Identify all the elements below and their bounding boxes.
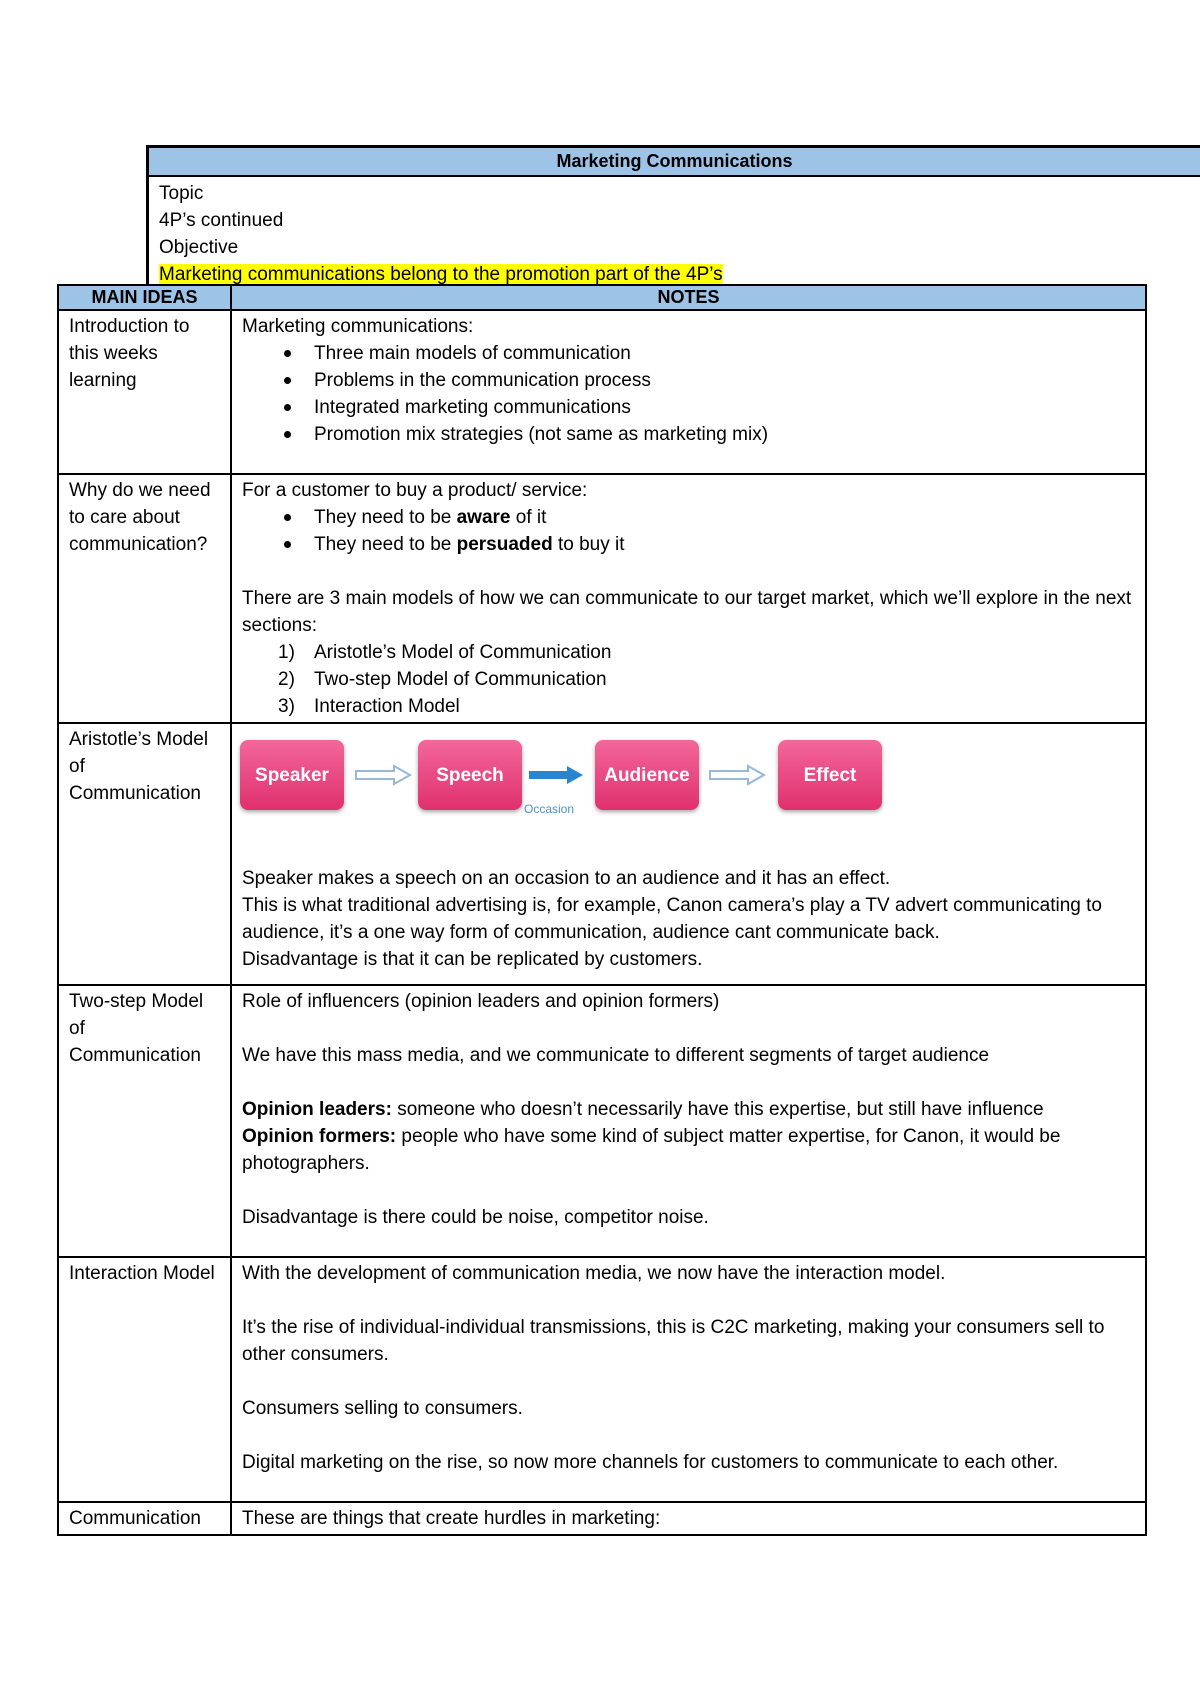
outline-arrow-icon — [354, 764, 414, 786]
main-idea-cell: Communication — [58, 1502, 231, 1535]
audience-box: Audience — [595, 740, 699, 810]
notes-intro: For a customer to buy a product/ service: — [242, 480, 588, 501]
col-main-ideas: MAIN IDEAS — [58, 285, 231, 310]
notes-cell — [231, 985, 1146, 1257]
numbered-list — [242, 639, 1135, 720]
main-idea-cell: Why do we need to care about communication? — [58, 474, 231, 723]
notes-line: Role of influencers (opinion leaders and opinion formers) — [242, 991, 720, 1012]
col-notes: NOTES — [231, 285, 1146, 310]
notes-cell — [231, 474, 1146, 723]
table-row — [58, 310, 1146, 474]
notes-cell — [231, 310, 1146, 474]
table-header-row — [58, 285, 1146, 310]
document-header — [146, 145, 1200, 288]
table-row — [58, 723, 1146, 985]
bullet-list — [242, 504, 1135, 558]
speech-box: Speech — [418, 740, 522, 810]
list-item: Promotion mix strategies (not same as marketing mix) — [282, 421, 1135, 448]
main-idea-cell: Aristotle’s Model of Communication — [58, 723, 231, 985]
main-idea-cell: Two-step Model of Communication — [58, 985, 231, 1257]
outline-arrow-icon — [708, 764, 768, 786]
table-row — [58, 474, 1146, 723]
document-title: Marketing Communications — [149, 148, 1200, 177]
notes-line: Consumers selling to consumers. — [242, 1398, 523, 1419]
notes-line: We have this mass media, and we communicate to different segments of target audience — [242, 1045, 990, 1066]
solid-arrow-icon — [527, 764, 587, 786]
objective-value: Marketing communications belong to the promotion part of the 4P’s — [159, 264, 723, 285]
list-item: Problems in the communication process — [282, 367, 1135, 394]
objective-label: Objective — [159, 237, 239, 258]
notes-line: Disadvantage is that it can be replicated by customers. — [242, 949, 703, 970]
list-item: Three main models of communication — [282, 340, 1135, 367]
occasion-label: Occasion — [524, 802, 575, 816]
topic-value: 4P’s continued — [159, 210, 284, 231]
notes-cell — [231, 723, 1146, 985]
notes-line: This is what traditional advertising is, for example, Canon camera’s play a TV advert communicating to audience, it’s a one way form of communication, audience cant communicate back. — [242, 895, 1102, 943]
opinion-leaders: Opinion leaders: someone who doesn’t necessarily have this expertise, but still have influence — [242, 1099, 1044, 1120]
table-row — [58, 1502, 1146, 1535]
list-item: Integrated marketing communications — [282, 394, 1135, 421]
list-item: 2) Two-step Model of Communication — [278, 669, 607, 690]
notes-heading: Marketing communications: — [242, 316, 474, 337]
table-row — [58, 1257, 1146, 1502]
notes-line: With the development of communication media, we now have the interaction model. — [242, 1263, 946, 1284]
notes-cell — [231, 1502, 1146, 1535]
notes-line: Speaker makes a speech on an occasion to an audience and it has an effect. — [242, 868, 891, 889]
notes-line: Disadvantage is there could be noise, competitor noise. — [242, 1207, 709, 1228]
notes-cell — [231, 1257, 1146, 1502]
list-item: 1) Aristotle’s Model of Communication — [278, 642, 612, 663]
list-item: 3) Interaction Model — [278, 696, 460, 717]
notes-line: These are things that create hurdles in marketing: — [242, 1508, 661, 1529]
notes-paragraph: There are 3 main models of how we can communicate to our target market, which we’ll explore in the next sections: — [242, 588, 1132, 636]
notes-line: It’s the rise of individual-individual transmissions, this is C2C marketing, making your consumers sell to other consumers. — [242, 1317, 1105, 1365]
aristotle-diagram — [232, 732, 882, 827]
header-body — [149, 177, 1200, 288]
list-item: They need to be persuaded to buy it — [282, 531, 1135, 558]
topic-label: Topic — [159, 183, 204, 204]
list-item: They need to be aware of it — [282, 504, 1135, 531]
effect-box: Effect — [778, 740, 882, 810]
speaker-box: Speaker — [240, 740, 344, 810]
main-idea-cell: Interaction Model — [58, 1257, 231, 1502]
notes-line: Digital marketing on the rise, so now more channels for customers to communicate to each other. — [242, 1452, 1059, 1473]
notes-table — [57, 284, 1147, 1536]
table-row — [58, 985, 1146, 1257]
opinion-formers: Opinion formers: people who have some kind of subject matter expertise, for Canon, it would be photographers. — [242, 1126, 1061, 1174]
bullet-list — [242, 340, 1135, 448]
main-idea-cell: Introduction to this weeks learning — [58, 310, 231, 474]
